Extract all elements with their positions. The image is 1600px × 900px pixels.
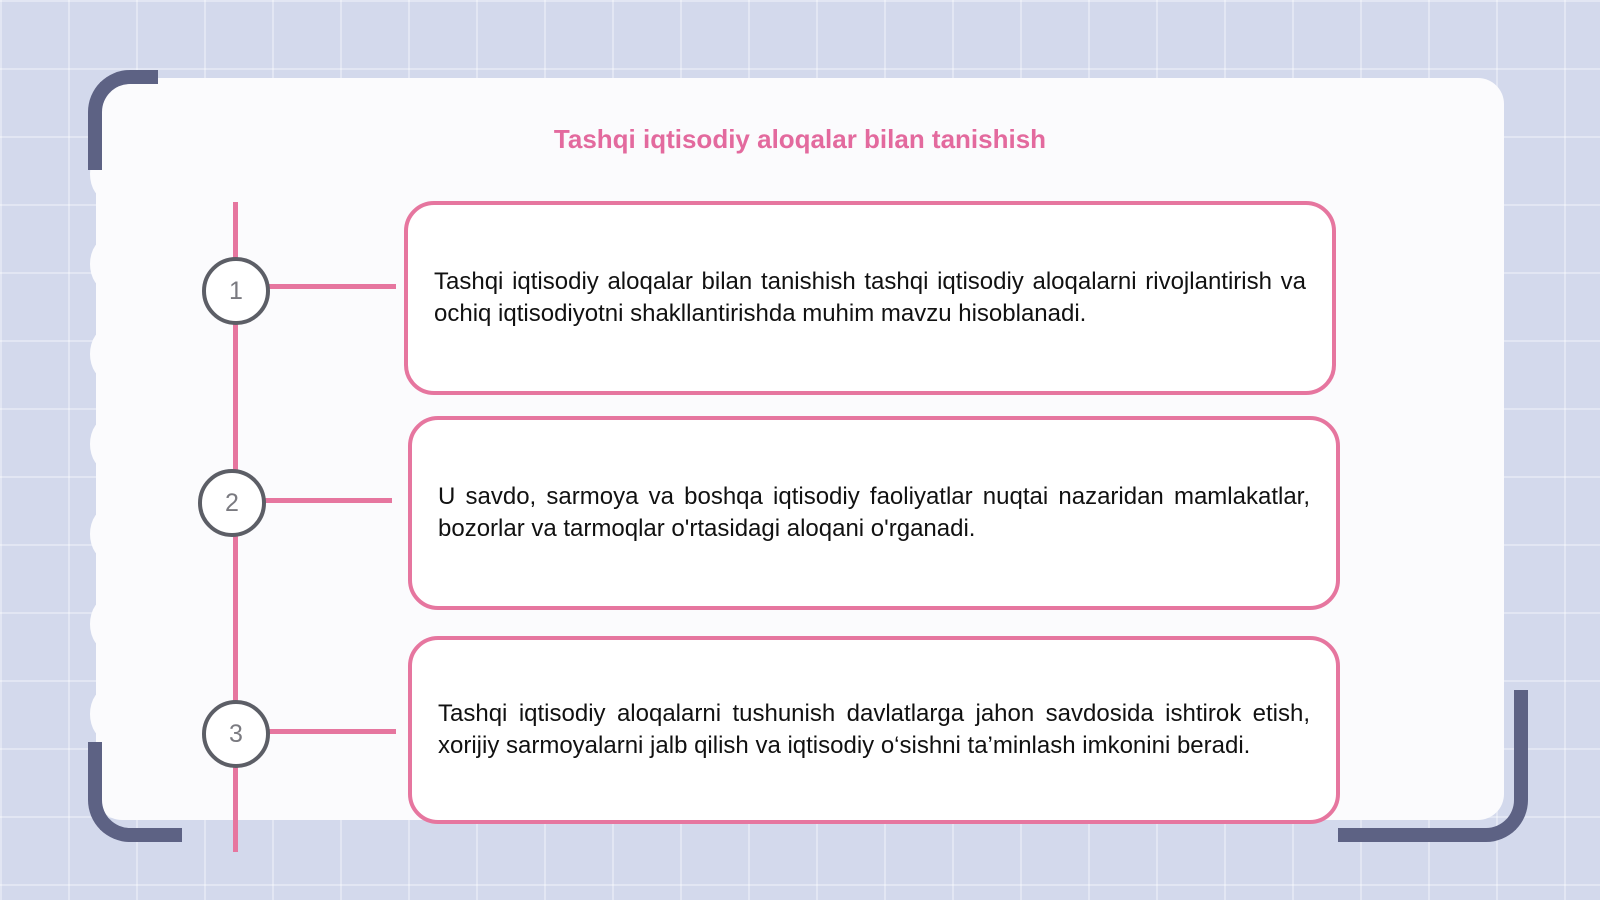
step-text-box	[408, 636, 1340, 824]
step-text: Tashqi iqtisodiy aloqalar bilan tanishish tashqi iqtisodiy aloqalarni rivojlantirish va ochiq iqtisodiyotni shakllantirishda muhim mavzu hisoblanadi.	[434, 268, 1306, 327]
step-number-badge	[198, 469, 266, 537]
frame-corner-top-left	[88, 70, 158, 170]
slide-title: Tashqi iqtisodiy aloqalar bilan tanishish	[553, 124, 1047, 154]
step-connector	[266, 284, 396, 289]
step-text-box	[404, 201, 1336, 395]
step-number: 2	[225, 488, 239, 517]
step-number-badge	[202, 700, 270, 768]
card-edge-scallop	[90, 418, 126, 470]
step-connector	[262, 498, 392, 503]
step-connector	[266, 729, 396, 734]
step-number: 1	[229, 276, 243, 305]
card-edge-scallop	[90, 238, 126, 290]
step-number: 3	[229, 719, 243, 748]
card-edge-scallop	[90, 598, 126, 650]
frame-corner-bottom-left	[88, 742, 182, 842]
step-number-badge	[202, 257, 270, 325]
step-text-box	[408, 416, 1340, 610]
step-text: U savdo, sarmoya va boshqa iqtisodiy faoliyatlar nuqtai nazaridan mamlakatlar, bozorlar va tarmoqlar o'rtasidagi aloqani o'rganadi.	[438, 483, 1310, 542]
card-edge-scallop	[90, 508, 126, 560]
card-edge-scallop	[90, 328, 126, 380]
frame-corner-bottom-right	[1338, 690, 1528, 842]
step-text: Tashqi iqtisodiy aloqalarni tushunish davlatlarga jahon savdosida ishtirok etish, xorijiy sarmoyalarni jalb qilish va iqtisodiy o‘sishni ta’minlash imkonini beradi.	[438, 700, 1310, 759]
card-edge-scallop	[90, 688, 126, 740]
